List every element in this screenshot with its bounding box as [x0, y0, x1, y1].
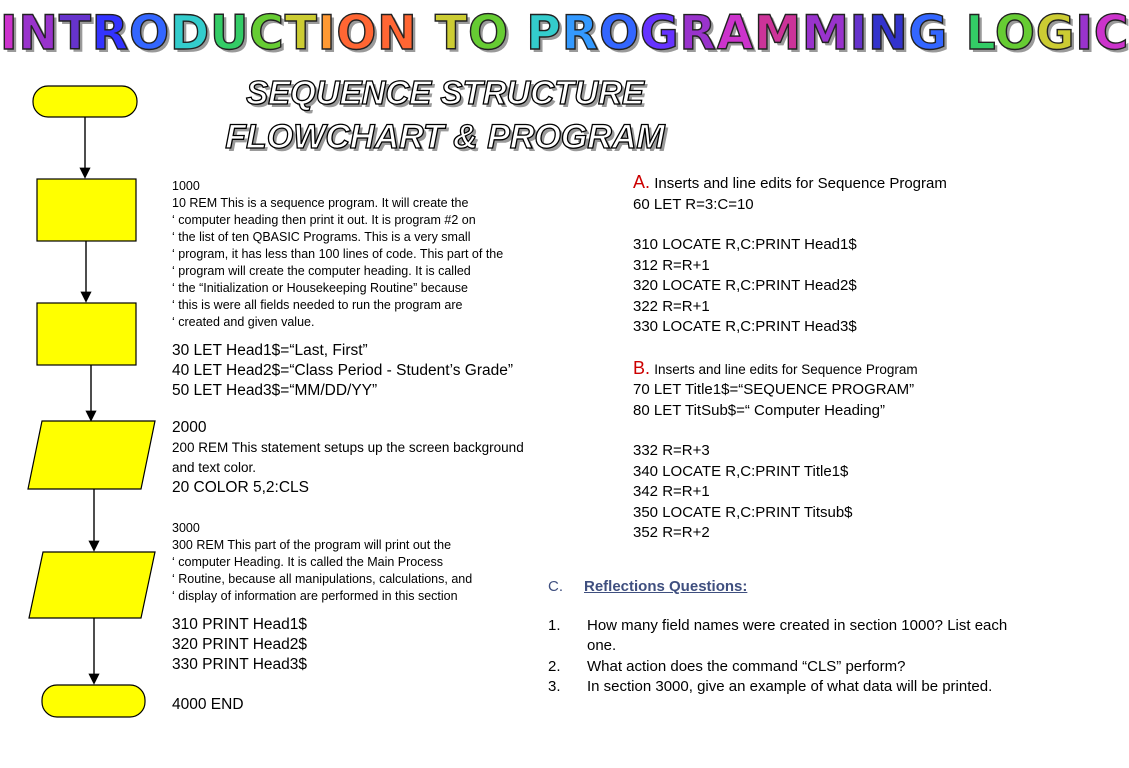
title-letter: T	[58, 6, 92, 61]
code-line: 200 REM This statement setups up the screen background	[172, 440, 524, 455]
code-line: 330 LOCATE R,C:PRINT Head3$	[633, 318, 857, 335]
code-line: 320 LOCATE R,C:PRINT Head2$	[633, 277, 857, 294]
rem-block	[172, 537, 552, 605]
code-line: ‘ created and given value.	[172, 315, 315, 329]
question-text: What action does the command “CLS” perform?	[587, 657, 906, 675]
section-letter-a: A.	[633, 172, 651, 192]
flowchart-input-output-1	[28, 421, 155, 489]
title-letter: I	[317, 6, 337, 61]
code-line: 300 REM This part of the program will print out the	[172, 538, 452, 552]
title-letter: N	[18, 6, 59, 61]
title-letter: T	[435, 6, 469, 61]
code-line: ‘ computer Heading. It is called the Main Process	[172, 555, 443, 569]
code-line: 310 PRINT Head1$	[172, 616, 307, 633]
question-number: 3.	[548, 678, 561, 695]
code-line: 80 LET TitSub$=“ Computer Heading”	[633, 401, 885, 419]
question-number: 2.	[548, 657, 561, 675]
code-line: 350 LOCATE R,C:PRINT Titsub$	[633, 503, 853, 521]
code-line: 322 R=R+1	[633, 297, 710, 315]
section-2000	[172, 418, 552, 498]
flowchart-input-output-2	[29, 552, 155, 618]
title-letter: O	[468, 6, 510, 61]
title-letter: O	[994, 6, 1036, 61]
code-line: 340 LOCATE R,C:PRINT Title1$	[633, 462, 849, 480]
section-number: 2000	[172, 419, 207, 436]
title-letter: C	[249, 6, 285, 61]
title-letter: O	[336, 6, 378, 61]
title-letter: I	[1075, 6, 1094, 61]
code-line: ‘ the list of ten QBASIC Programs. This is a very small	[172, 230, 471, 244]
title-letter: M	[801, 6, 850, 61]
title-letter: R	[91, 6, 130, 61]
code-line: 20 COLOR 5,2:CLS	[172, 479, 309, 496]
question-item	[548, 616, 1008, 657]
title-letter: I	[849, 6, 869, 61]
title-letter: G	[908, 6, 949, 61]
title-letter: U	[210, 6, 250, 61]
question-item	[548, 677, 1008, 698]
title-letter: I	[0, 6, 19, 61]
section-number: 3000	[172, 521, 200, 535]
code-line: 332 R=R+3	[633, 442, 710, 459]
flowchart-start-terminator	[33, 86, 137, 117]
title-letter: N	[377, 6, 418, 61]
title-letter: P	[526, 6, 562, 61]
code-line: 50 LET Head3$=“MM/DD/YY”	[172, 382, 378, 399]
section-letter-b: B.	[633, 357, 651, 378]
section-number: 1000	[172, 179, 200, 193]
flowchart-process-box-2	[37, 303, 136, 365]
code-line: 30 LET Head1$=“Last, First”	[172, 342, 368, 359]
title-letter: O	[599, 6, 641, 61]
section-1000	[172, 178, 552, 401]
code-line: 330 PRINT Head3$	[172, 656, 307, 673]
code-line: 320 PRINT Head2$	[172, 636, 307, 653]
edits-b-lines	[633, 441, 1013, 544]
code-line: ‘ computer heading then print it out. It is program #2 on	[172, 213, 476, 227]
code-block	[172, 341, 552, 401]
code-line: 4000 END	[172, 696, 244, 713]
title-letter: L	[965, 6, 995, 61]
code-line: ‘ this is were all fields needed to run the program are	[172, 298, 463, 312]
title-letter	[948, 6, 965, 61]
edits-b-title: Inserts and line edits for Sequence Program	[654, 361, 918, 377]
code-block	[172, 478, 552, 498]
title-letter: A	[716, 6, 755, 61]
code-line: 40 LET Head2$=“Class Period - Student’s Grade”	[172, 362, 514, 379]
edits-b-lines	[633, 380, 1013, 421]
section-4000	[172, 695, 552, 715]
questions-list	[548, 616, 1008, 698]
flowchart-process-box-1	[37, 179, 136, 241]
question-item	[548, 657, 1008, 678]
title-letter: G	[640, 6, 680, 61]
code-line: 342 R=R+1	[633, 483, 710, 500]
title-letter: D	[170, 6, 211, 61]
title-letter	[509, 6, 526, 61]
code-line: ‘ display of information are performed in this section	[172, 589, 458, 603]
code-line: and text color.	[172, 460, 257, 475]
code-line: 10 REM This is a sequence program. It will create the	[172, 196, 469, 210]
code-line: 352 R=R+2	[633, 524, 710, 541]
edits-b-heading	[633, 358, 1013, 381]
edits-a-title: Inserts and line edits for Sequence Program	[654, 175, 947, 192]
title-letter: O	[129, 6, 171, 61]
title-letter: R	[561, 6, 600, 61]
rem-block	[172, 195, 552, 331]
code-line: ‘ program, it has less than 100 lines of code. This part of the	[172, 247, 504, 261]
rem-block	[172, 438, 552, 478]
code-line: ‘ the “Initialization or Housekeeping Routine” because	[172, 281, 469, 295]
title-letter: N	[868, 6, 909, 61]
reflections-heading	[548, 577, 1008, 598]
title-letter: C	[1093, 6, 1129, 61]
title-letter: M	[754, 6, 802, 61]
title-letter: G	[1035, 6, 1076, 61]
edits-column	[633, 172, 1013, 544]
title-letter	[418, 6, 435, 61]
subtitle-flowchart-program: FLOWCHART & PROGRAM	[225, 118, 665, 156]
code-block	[172, 615, 552, 675]
title-letter: T	[284, 6, 318, 61]
reflections-label: Reflections Questions:	[584, 578, 748, 595]
question-text: In section 3000, give an example of what data will be printed.	[587, 678, 993, 695]
code-line: 70 LET Title1$=“SEQUENCE PROGRAM”	[633, 381, 915, 398]
flowchart	[0, 0, 170, 768]
subtitle-sequence-structure: SEQUENCE STRUCTURE	[246, 74, 644, 111]
flowchart-end-terminator	[42, 685, 145, 717]
section-3000	[172, 520, 552, 675]
code-line: ‘ Routine, because all manipulations, calculations, and	[172, 572, 473, 586]
edits-a-heading	[633, 172, 1013, 195]
code-line: 60 LET R=3:C=10	[633, 195, 754, 213]
section-letter-c: C.	[548, 578, 563, 595]
question-number: 1.	[548, 616, 561, 634]
title-letter: R	[679, 6, 717, 61]
code-line: ‘ program will create the computer heading. It is called	[172, 264, 471, 278]
question-text: How many field names were created in section 1000? List each one.	[587, 616, 1008, 654]
edits-a-lines	[633, 235, 1013, 338]
reflections-section	[548, 577, 1008, 698]
code-line: 312 R=R+1	[633, 256, 710, 274]
code-line: 310 LOCATE R,C:PRINT Head1$	[633, 236, 857, 253]
program-listing	[172, 178, 552, 715]
